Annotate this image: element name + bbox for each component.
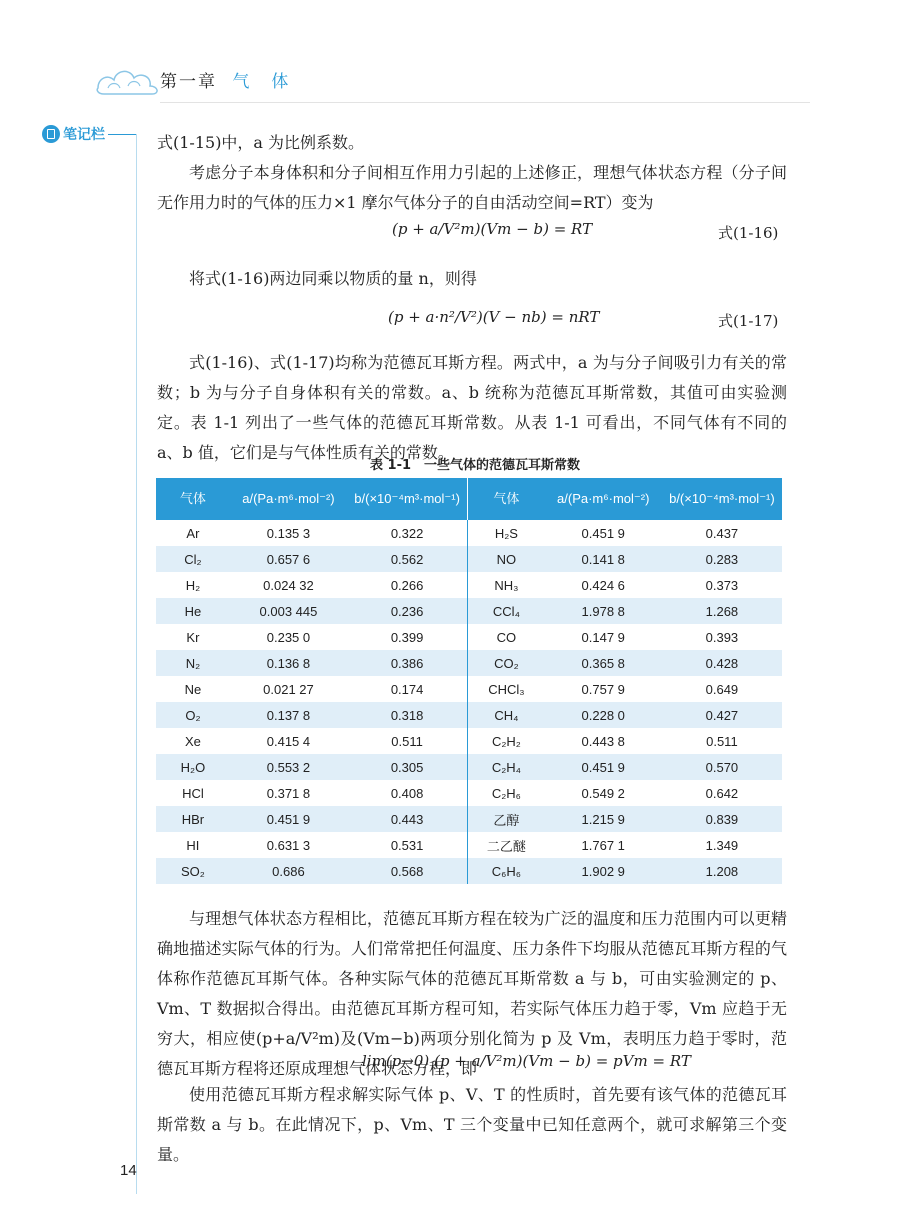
a-value-cell: 0.137 8 (230, 702, 347, 728)
a-value-cell: 0.443 8 (581, 733, 625, 749)
gas-cell: H₂O (156, 754, 230, 780)
table-row (156, 676, 782, 702)
b-value-cell: 0.570 (662, 754, 782, 780)
b-value-cell: 0.393 (705, 629, 739, 645)
gas-cell: HBr (156, 806, 230, 832)
b-value-cell: 0.305 (347, 754, 468, 780)
gas-cell: H₂S (468, 520, 545, 546)
b-value-cell: 0.266 (390, 577, 424, 593)
equation-1-17-label: 式(1-17) (718, 312, 779, 330)
a-value-cell: 1.978 8 (545, 598, 662, 624)
chapter-header (160, 67, 310, 92)
gas-cell: CCl₄ (468, 598, 545, 624)
b-value-cell: 0.174 (390, 681, 424, 697)
gas-cell: C₆H₆ (468, 858, 545, 884)
a-value-cell: 0.757 9 (581, 681, 625, 697)
note-tab (42, 124, 105, 144)
gas-cell: 乙醇 (468, 806, 545, 832)
gas-cell: Ar (186, 525, 200, 541)
a-value-cell: 0.141 8 (545, 546, 662, 572)
table-row (156, 572, 782, 598)
a-value-cell: 0.657 6 (230, 546, 347, 572)
b-value-cell: 0.642 (705, 785, 739, 801)
header-gas-right: 气体 (468, 478, 545, 520)
equation-1-17: (p + a·n²/V²)(V − nb) = nRT (388, 308, 600, 326)
header-b-left: b/(×10⁻⁴m³·mol⁻¹) (347, 478, 468, 520)
table-row (156, 546, 782, 572)
gas-cell: N₂ (156, 650, 230, 676)
a-value-cell: 0.549 2 (581, 785, 625, 801)
a-value-cell: 0.228 0 (545, 702, 662, 728)
a-value-cell: 0.365 8 (545, 650, 662, 676)
b-value-cell: 0.568 (347, 858, 468, 884)
gas-cell: H₂ (185, 577, 201, 593)
table-row (156, 624, 782, 650)
b-value-cell: 0.839 (662, 806, 782, 832)
gas-cell: C₂H₄ (468, 754, 545, 780)
b-value-cell: 0.427 (662, 702, 782, 728)
page-number: 14 (120, 1162, 137, 1179)
table-title: 表 1-1 一些气体的范德瓦耳斯常数 (370, 458, 581, 473)
gas-cell: O₂ (156, 702, 230, 728)
paragraph-3: 将式(1-16)两边同乘以物质的量 n，则得 (189, 269, 477, 288)
b-value-cell: 0.437 (705, 525, 739, 541)
header-gas-left: 气体 (156, 478, 230, 520)
b-value-cell: 0.649 (705, 681, 739, 697)
a-value-cell: 0.021 27 (263, 681, 314, 697)
a-value-cell: 1.902 9 (545, 858, 662, 884)
a-value-cell: 0.415 4 (266, 733, 311, 749)
paragraph-4: 式(1-16)、式(1-17)均称为范德瓦耳斯方程。两式中，a 为与分子间吸引力有关的常数；b 为与分子自身体积有关的常数。a、b 统称为范德瓦耳斯常数，其值可由实验测定。表 1-1 列出了一些气体的范德瓦耳斯常数。从表 1-1 可看出，不同气体有不同的 a、b 值，它们是与气体性质有关的常数。 (157, 353, 787, 462)
table-header-row (156, 478, 782, 520)
header-a-left: a/(Pa·m⁶·mol⁻²) (230, 478, 347, 520)
a-value-cell: 0.003 445 (230, 598, 347, 624)
a-value-cell: 0.135 3 (266, 525, 311, 541)
a-value-cell: 0.451 9 (581, 525, 625, 541)
gas-cell: CO₂ (468, 650, 545, 676)
a-value-cell: 1.215 9 (545, 806, 662, 832)
a-value-cell: 0.136 8 (230, 650, 347, 676)
gas-cell: CHCl₃ (468, 676, 545, 702)
b-value-cell: 0.511 (706, 733, 738, 749)
a-value-cell: 0.553 2 (230, 754, 347, 780)
a-value-cell: 0.147 9 (581, 629, 625, 645)
b-value-cell: 0.322 (390, 525, 424, 541)
b-value-cell: 0.443 (347, 806, 468, 832)
table-row (156, 858, 782, 884)
paragraph-6: 使用范德瓦耳斯方程求解实际气体 p、V、T 的性质时，首先要有该气体的范德瓦耳斯常数 a 与 b。在此情况下，p、Vm、T 三个变量中已知任意两个，就可求解第三个变量。 (157, 1085, 787, 1164)
gas-cell: Kr (186, 629, 200, 645)
equation-limit: lim(p→0) (p + a/V²m)(Vm − b) = pVm = RT (362, 1052, 691, 1070)
a-value-cell: 0.235 0 (266, 629, 311, 645)
b-value-cell: 0.373 (705, 577, 739, 593)
b-value-cell: 0.408 (390, 785, 424, 801)
b-value-cell: 0.318 (347, 702, 468, 728)
equation-1-16: (p + a/V²m)(Vm − b) = RT (392, 220, 593, 238)
note-pencil-icon (42, 125, 60, 143)
a-value-cell: 0.686 (230, 858, 347, 884)
gas-cell: He (156, 598, 230, 624)
gas-cell: NO (468, 546, 545, 572)
note-label: 笔记栏 (63, 127, 105, 143)
b-value-cell: 0.283 (662, 546, 782, 572)
gas-cell: Xe (184, 733, 201, 749)
header-divider (160, 102, 810, 103)
gas-cell: CO (468, 624, 545, 650)
gas-cell: Cl₂ (156, 546, 230, 572)
a-value-cell: 0.451 9 (230, 806, 347, 832)
table-row (156, 650, 782, 676)
b-value-cell: 0.399 (390, 629, 424, 645)
b-value-cell: 1.349 (705, 837, 739, 853)
b-value-cell: 1.268 (662, 598, 782, 624)
table-row (156, 728, 782, 754)
paragraph-5: 与理想气体状态方程相比，范德瓦耳斯方程在较为广泛的温度和压力范围内可以更精确地描述实际气体的行为。人们常常把任何温度、压力条件下均服从范德瓦耳斯方程的气体称作范德瓦耳斯气体。各种实际气体的范德瓦耳斯常数 a 与 b，可由实验测定的 p、Vm、T 数据拟合得出。由范德瓦耳斯方程可知，若实际气体压力趋于零，Vm 应趋于无穷大，相应使(p+a/V²m)及(Vm−b)两项分别化简为 p 及 Vm，表明压力趋于零时，范德瓦耳斯方程将还原成理想气体状态方程，即 (157, 909, 787, 1078)
cloud-ornament-icon (94, 64, 164, 98)
b-value-cell: 1.208 (662, 858, 782, 884)
gas-cell: SO₂ (156, 858, 230, 884)
b-value-cell: 0.236 (347, 598, 468, 624)
chapter-number: 第一章 (160, 72, 217, 92)
table-row (156, 702, 782, 728)
paragraph-1: 式(1-15)中，a 为比例系数。 (157, 133, 365, 152)
note-connector (108, 134, 136, 135)
table-row (156, 832, 782, 858)
equation-1-16-label: 式(1-16) (718, 224, 779, 242)
gas-cell: C₂H₂ (468, 728, 545, 754)
gas-cell: NH₃ (468, 572, 545, 598)
gas-cell: Ne (184, 681, 202, 697)
b-value-cell: 0.428 (662, 650, 782, 676)
header-b-right: b/(×10⁻⁴m³·mol⁻¹) (662, 478, 782, 520)
header-a-right: a/(Pa·m⁶·mol⁻²) (545, 478, 662, 520)
a-value-cell: 0.371 8 (266, 785, 311, 801)
gas-cell: HCl (182, 785, 204, 801)
table-row (156, 780, 782, 806)
table-row (156, 754, 782, 780)
a-value-cell: 0.451 9 (545, 754, 662, 780)
gas-cell: C₂H₆ (468, 780, 545, 806)
chapter-name: 气体 (232, 72, 311, 92)
b-value-cell: 0.562 (347, 546, 468, 572)
van-der-waals-table (156, 478, 782, 884)
note-margin-line (136, 134, 137, 1194)
gas-cell: HI (186, 837, 200, 853)
b-value-cell: 0.386 (347, 650, 468, 676)
paragraph-2: 考虑分子本身体积和分子间相互作用力引起的上述修正，理想气体状态方程（分子间无作用力时的气体的压力×1 摩尔气体分子的自由活动空间=RT）变为 (157, 163, 787, 212)
b-value-cell: 0.511 (391, 733, 423, 749)
gas-cell: 二乙醚 (468, 832, 545, 858)
table-row (156, 806, 782, 832)
gas-cell: CH₄ (468, 702, 545, 728)
a-value-cell: 1.767 1 (581, 837, 625, 853)
b-value-cell: 0.531 (390, 837, 424, 853)
table-row (156, 598, 782, 624)
a-value-cell: 0.631 3 (266, 837, 311, 853)
a-value-cell: 0.024 32 (263, 577, 314, 593)
a-value-cell: 0.424 6 (581, 577, 625, 593)
table-row (156, 520, 782, 546)
